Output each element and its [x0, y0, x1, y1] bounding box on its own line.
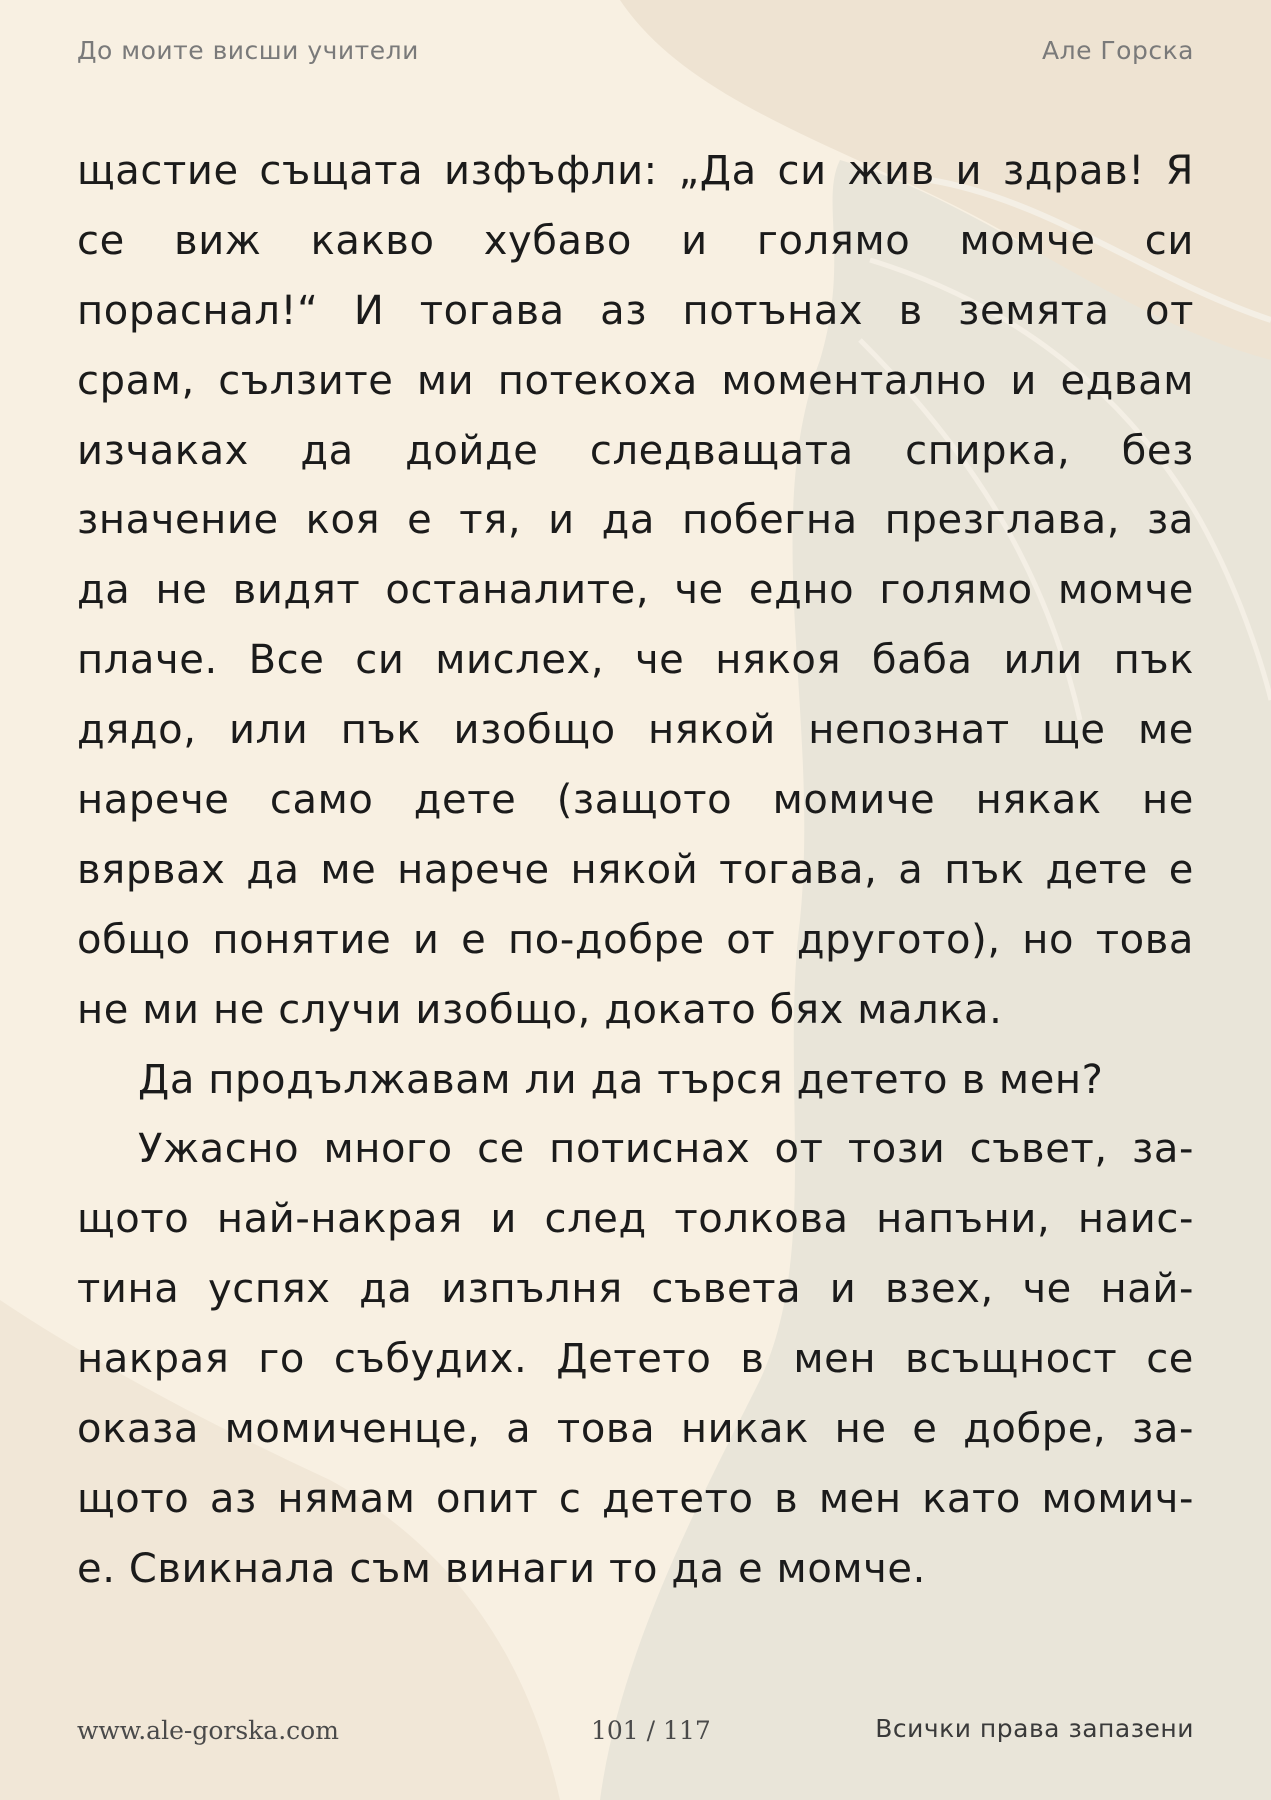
text-line: щото аз нямам опит с детето в мен като момич-	[77, 1475, 1194, 1522]
text-line: значение коя е тя, и да побегна презглава, за	[77, 497, 1194, 544]
text-line: нарече само дете (защото момиче някак не	[77, 777, 1194, 824]
author-name: Але Горска	[1042, 36, 1194, 65]
text-line: срам, сълзите ми потекоха моментално и едвам	[77, 357, 1194, 404]
text-line: не ми не случи изобщо, докато бях малка.	[77, 986, 1003, 1033]
text-line: оказа момиченце, а това никак не е добре, за-	[77, 1406, 1194, 1453]
text-line: е. Свикнала съм винаги то да е момче.	[77, 1545, 926, 1592]
text-line: щастие същата изфъфли: „Да си жив и здрав! Я	[77, 148, 1194, 194]
text-line: да не видят останалите, че едно голямо момче	[77, 567, 1194, 614]
text-line: накрая го събудих. Детето в мен всъщност се	[77, 1336, 1194, 1383]
text-line: дядо, или пък изобщо някой непознат ще ме	[77, 707, 1194, 754]
text-line: изчаках да дойде следващата спирка, без	[77, 427, 1194, 474]
text-line: Ужасно много се потиснах от този съвет, за-	[138, 1126, 1194, 1173]
website-link[interactable]: www.ale-gorska.com	[77, 1716, 339, 1745]
text-line: вярвах да ме нарече някой тогава, а пък дете е	[77, 846, 1194, 893]
text-line: плаче. Все си мислех, че някоя баба или пък	[77, 637, 1194, 684]
copyright-notice: Всички права запазени	[875, 1714, 1194, 1743]
page-number: 101 / 117	[591, 1716, 711, 1745]
text-line: общо понятие и е по-добре от другото), но това	[77, 916, 1194, 963]
text-line: пораснал!“ И тогава аз потънах в земята от	[77, 287, 1194, 334]
text-line: тина успях да изпълня съвета и взех, че най-	[77, 1266, 1194, 1313]
text-line: Да продължавам ли да търся детето в мен?	[138, 1056, 1104, 1103]
book-title: До моите висши учители	[77, 36, 419, 65]
text-line: се виж какво хубаво и голямо момче си	[77, 217, 1194, 264]
text-line: щото най-накрая и след толкова напъни, наис-	[77, 1196, 1194, 1243]
page-body	[77, 137, 1194, 1605]
